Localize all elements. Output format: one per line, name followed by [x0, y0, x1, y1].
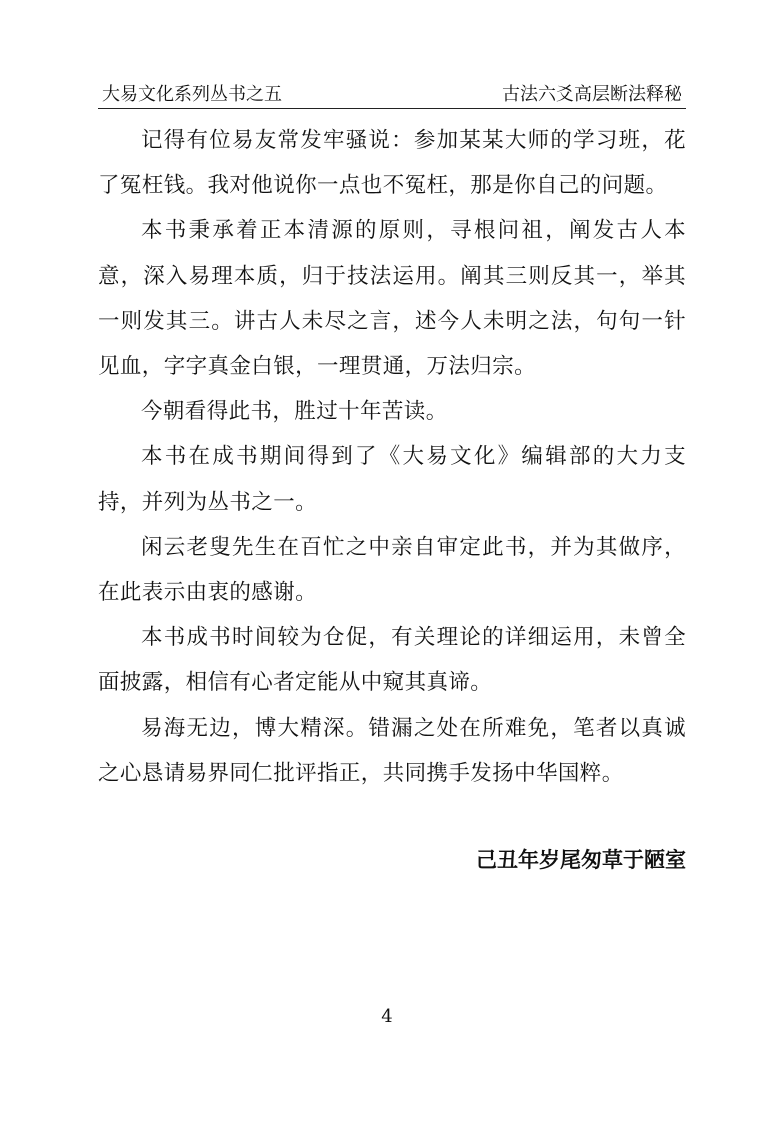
paragraph-3: 今朝看得此书，胜过十年苦读。 — [141, 399, 448, 425]
body-text — [98, 118, 686, 796]
header-series-title: 大易文化系列丛书之五 — [102, 84, 282, 105]
paragraph-5: 闲云老叟先生在百忙之中亲自审定此书，并为其做序，在此表示由衷的感谢。 — [98, 534, 686, 606]
paragraph-2: 本书秉承着正本清源的原则，寻根问祖，阐发古人本意，深入易理本质，归于技法运用。阐其三则反其一，举其一则发其三。讲古人未尽之言，述今人未明之法，句句一针见血，字字真金白银，一理贯通，万法归宗。 — [98, 218, 686, 380]
paragraph-4: 本书在成书期间得到了《大易文化》编辑部的大力支持，并列为丛书之一。 — [98, 444, 686, 515]
paragraph-7: 易海无边，博大精深。错漏之处在所难免，笔者以真诚之心恳请易界同仁批评指正，共同携手发扬中华国粹。 — [98, 715, 686, 786]
header-book-title: 古法六爻高层断法释秘 — [502, 84, 682, 105]
author-signature: 己丑年岁尾匆草于陋室 — [476, 847, 686, 872]
page-number: 4 — [381, 1006, 393, 1027]
page-header — [98, 82, 686, 109]
paragraph-1: 记得有位易友常发牢骚说：参加某某大师的学习班，花了冤枉钱。我对他说你一点也不冤枉，那是你自己的问题。 — [98, 128, 686, 199]
paragraph-6: 本书成书时间较为仓促，有关理论的详细运用，未曾全面披露，相信有心者定能从中窥其真谛。 — [98, 625, 686, 696]
